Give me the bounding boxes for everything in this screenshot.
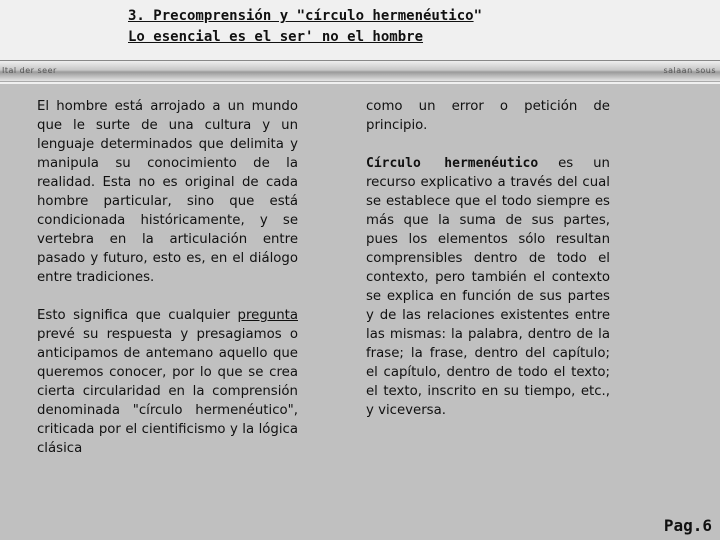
- banner-right-text: salaan sous: [663, 66, 716, 75]
- page-number: Pag.6: [663, 516, 712, 535]
- title-line-1: [128, 6, 482, 27]
- banner-left-text: Ital der seer: [2, 66, 57, 75]
- decorative-banner: [0, 60, 720, 82]
- left-paragraph-2-end: prevé su respuesta y presagiamos o anticipamos de antemano aquello que queremos conocer, por lo que se crea cierta circularidad en la comprensión denominada "círculo hermenéutico", criticada por el cientificismo y la lógica clásica: [37, 327, 298, 456]
- right-paragraph-2: [366, 154, 610, 420]
- left-paragraph-1: El hombre está arrojado a un mundo que le surte de una cultura y un lenguaje determinados que delimita y manipula su conocimiento de la realidad. Esta no es original de cada hombre particular, sino que está condicionada históricamente, y se vertebra en la articulación entre pasado y futuro, esto es, en el diálogo entre tradiciones.: [37, 99, 298, 285]
- left-paragraph-2: [37, 306, 298, 458]
- title-line-2: Lo esencial es el ser' no el hombre: [128, 29, 424, 45]
- term-circulo-hermeneutico: Círculo hermenéutico: [366, 156, 539, 171]
- right-paragraph-2-rest: es un recurso explicativo a través del cual se establece que el todo siempre es más que la suma de sus partes, pues los elementos sólo resultan comprensibles dentro de todo el contexto, pero también el contexto se explica en función de sus partes y de las relaciones existentes entre las mismas: la palabra, dentro de la frase; la frase, dentro del capítulo; el capítulo, dentro de todo el texto; el texto, inscrito en su tiempo, etc., y viceversa.: [366, 156, 610, 418]
- pregunta-link[interactable]: pregunta: [237, 308, 298, 323]
- right-column: [366, 97, 610, 420]
- left-column: [37, 97, 298, 458]
- right-paragraph-1: como un error o petición de principio.: [366, 99, 610, 133]
- title-line-1-underlined: 3. Precomprensión y "círculo hermenéutico: [128, 8, 474, 24]
- left-paragraph-2-start: Esto significa que cualquier: [37, 308, 238, 323]
- title-line-1-quote: ": [473, 8, 483, 24]
- slide-title: [128, 6, 482, 48]
